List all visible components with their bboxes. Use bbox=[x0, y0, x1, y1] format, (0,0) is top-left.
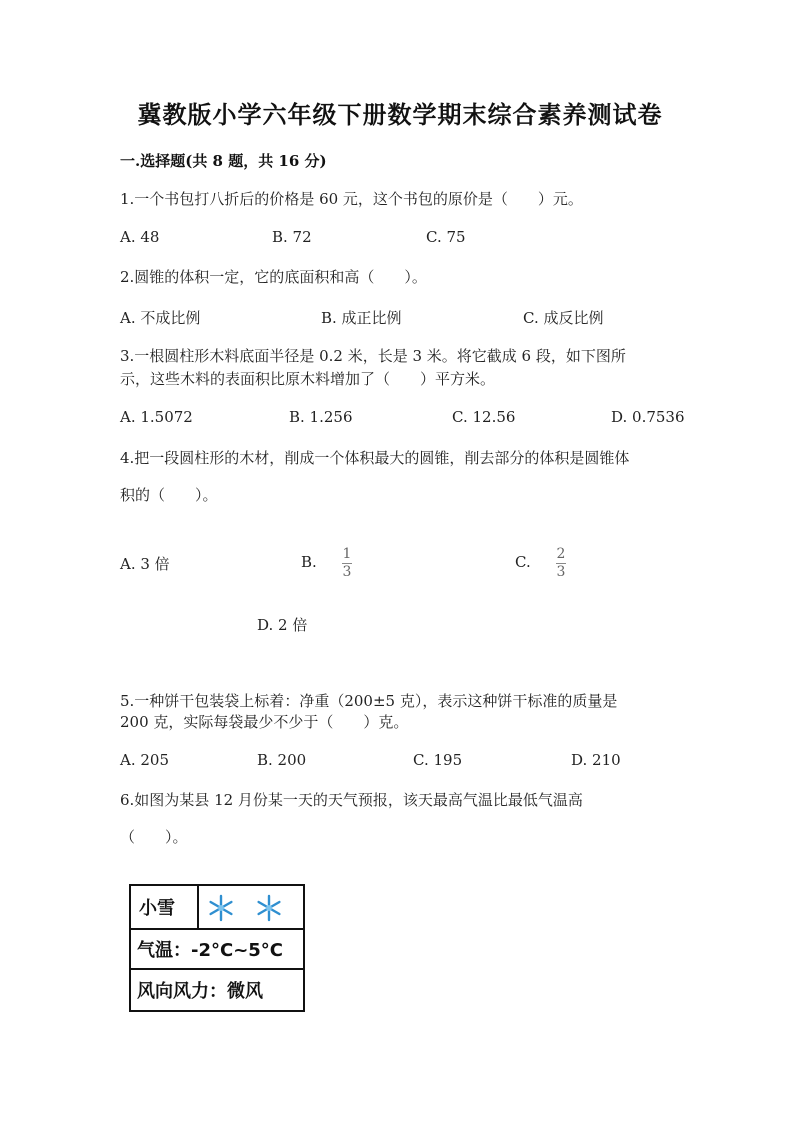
q2-option-c[interactable]: C. 成反比例 bbox=[523, 309, 604, 327]
weather-row-wind bbox=[131, 970, 303, 1010]
fraction-denominator: 3 bbox=[342, 564, 352, 580]
q3-option-b[interactable]: B. 1.256 bbox=[289, 408, 353, 426]
q3-option-d[interactable]: D. 0.7536 bbox=[611, 408, 685, 426]
question-2-line-1: 2.圆锥的体积一定，它的底面积和高（ ）。 bbox=[120, 268, 427, 286]
question-3-line-2: 示，这些木料的表面积比原木料增加了（ ）平方米。 bbox=[120, 370, 496, 388]
question-5-line-2: 200 克，实际每袋最少不少于（ ）克。 bbox=[120, 713, 409, 731]
question-4-line-2: 积的（ ）。 bbox=[120, 486, 218, 504]
weather-condition: 小雪 bbox=[139, 898, 175, 919]
q3-option-a[interactable]: A. 1.5072 bbox=[120, 408, 193, 426]
question-5-line-1: 5.一种饼干包装袋上标着：净重（200±5 克），表示这种饼干标准的质量是 bbox=[120, 692, 618, 710]
fraction-one-third bbox=[342, 547, 352, 580]
weather-row-condition bbox=[131, 886, 303, 930]
q4-option-c[interactable]: C. bbox=[515, 553, 531, 571]
q1-option-c[interactable]: C. 75 bbox=[426, 228, 466, 246]
q4-option-a[interactable]: A. 3 倍 bbox=[120, 555, 170, 573]
q2-option-a[interactable]: A. 不成比例 bbox=[120, 309, 201, 327]
question-6-line-2: （ ）。 bbox=[120, 828, 188, 846]
q5-option-a[interactable]: A. 205 bbox=[120, 751, 169, 769]
question-3-line-1: 3.一根圆柱形木料底面半径是 0.2 米，长是 3 米。将它截成 6 段，如下图所 bbox=[120, 347, 626, 365]
fraction-numerator: 2 bbox=[556, 546, 566, 562]
weather-temperature: 气温：-2°C~5°C bbox=[137, 940, 284, 961]
q4-option-d[interactable]: D. 2 倍 bbox=[257, 616, 308, 634]
question-6-line-1: 6.如图为某县 12 月份某一天的天气预报，该天最高气温比最低气温高 bbox=[120, 791, 583, 809]
weather-wind: 风向风力：微风 bbox=[137, 981, 263, 1002]
q1-option-b[interactable]: B. 72 bbox=[272, 228, 312, 246]
weather-row-temperature bbox=[131, 930, 303, 970]
q2-option-b[interactable]: B. 成正比例 bbox=[321, 309, 402, 327]
fraction-numerator: 1 bbox=[342, 546, 352, 562]
q4-option-b[interactable]: B. bbox=[301, 553, 317, 571]
q5-option-b[interactable]: B. 200 bbox=[257, 751, 307, 769]
question-4-line-1: 4.把一段圆柱形的木材，削成一个体积最大的圆锥，削去部分的体积是圆锥体 bbox=[120, 449, 630, 467]
q5-option-d[interactable]: D. 210 bbox=[571, 751, 621, 769]
snowflake-icon bbox=[255, 894, 283, 922]
q1-option-a[interactable]: A. 48 bbox=[120, 228, 160, 246]
weather-divider bbox=[197, 886, 199, 928]
fraction-two-thirds bbox=[556, 547, 566, 580]
q5-option-c[interactable]: C. 195 bbox=[413, 751, 463, 769]
fraction-denominator: 3 bbox=[556, 564, 566, 580]
snowflake-icon bbox=[207, 894, 235, 922]
section-heading: 一.选择题(共 8 题，共 16 分) bbox=[120, 152, 327, 170]
question-1-line-1: 1.一个书包打八折后的价格是 60 元，这个书包的原价是（ ）元。 bbox=[120, 190, 583, 208]
page-title: 冀教版小学六年级下册数学期末综合素养测试卷 bbox=[137, 100, 663, 129]
q3-option-c[interactable]: C. 12.56 bbox=[452, 408, 516, 426]
weather-forecast-card bbox=[129, 884, 305, 1012]
